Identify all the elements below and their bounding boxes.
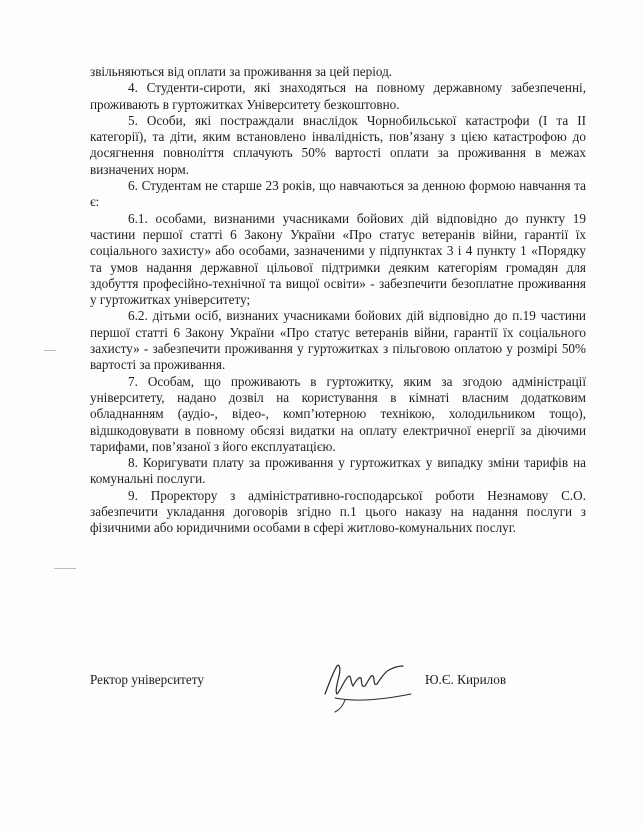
paragraph-item-6: 6. Студентам не старше 23 років, що навчаються за денною формою навчання та є:: [90, 178, 586, 210]
paragraph-continuation: звільняються від оплати за проживання за цей період.: [90, 64, 393, 79]
paragraph-item-5: 5. Особи, які постраждали внаслідок Чорнобильської катастрофи (І та ІІ категорії), та діти, яким встановлено інвалідність, пов’язану з цією катастрофою до досягнення повноліття сплачують 50% вартості оплати за проживання в межах визначених норм.: [90, 112, 586, 177]
handwritten-signature: [315, 654, 425, 714]
signature-block: [90, 662, 586, 722]
scan-artifact-line: [54, 568, 76, 569]
signatory-title: Ректор університету: [90, 672, 204, 687]
scan-artifact-line: [44, 350, 56, 351]
document-body: [90, 64, 586, 537]
signatory-name: Ю.Є. Кирилов: [425, 672, 507, 687]
paragraph-item-4: 4. Студенти-сироти, які знаходяться на повному державному забезпеченні, проживають в гуртожитках Університету безкоштовно.: [90, 80, 586, 112]
paragraph-item-7: 7. Особам, що проживають в гуртожитку, яким за згодою адміністрації університету, надано дозвіл на користування в кімнаті власним додатковим обладнанням (аудіо-, відео-, комп’ютерною технікою, холодильником тощо), відшкодовувати в повному обсязі видатки на оплату електричної енергії за діючими тарифами, пов’язаної з його експлуатацією.: [90, 373, 586, 454]
paragraph-item-9: 9. Проректору з адміністративно-господарської роботи Незнамову С.О. забезпечити укладання договорів згідно п.1 цього наказу на надання послуги з фізичними або юридичними особами в сфері житлово-комунальних послуг.: [90, 487, 586, 536]
paragraph-item-8: 8. Коригувати плату за проживання у гуртожитках у випадку зміни тарифів на комунальні послуги.: [90, 455, 586, 487]
paragraph-item-6-1: 6.1. особами, визнаними учасниками бойових дій відповідно до пункту 19 частини першої статті 6 Закону України «Про статус ветеранів війни, гарантії їх соціального захисту» або особами, зазначеними у підпунктах 3 і 4 пункту 1 «Порядку та умов надання державної цільової підтримки деяким категоріям громадян для здобуття професійно-технічної та вищої освіти» - забезпечити безоплатне проживання у гуртожитках університету;: [90, 210, 586, 308]
paragraph-item-6-2: 6.2. дітьми осіб, визнаних учасниками бойових дій відповідно до п.19 частини першої статті 6 Закону України «Про статус ветеранів війни, гарантії їх соціального захисту» - забезпечити проживання у гуртожитках з пільговою оплатою у розмірі 50% вартості за проживання.: [90, 308, 586, 373]
